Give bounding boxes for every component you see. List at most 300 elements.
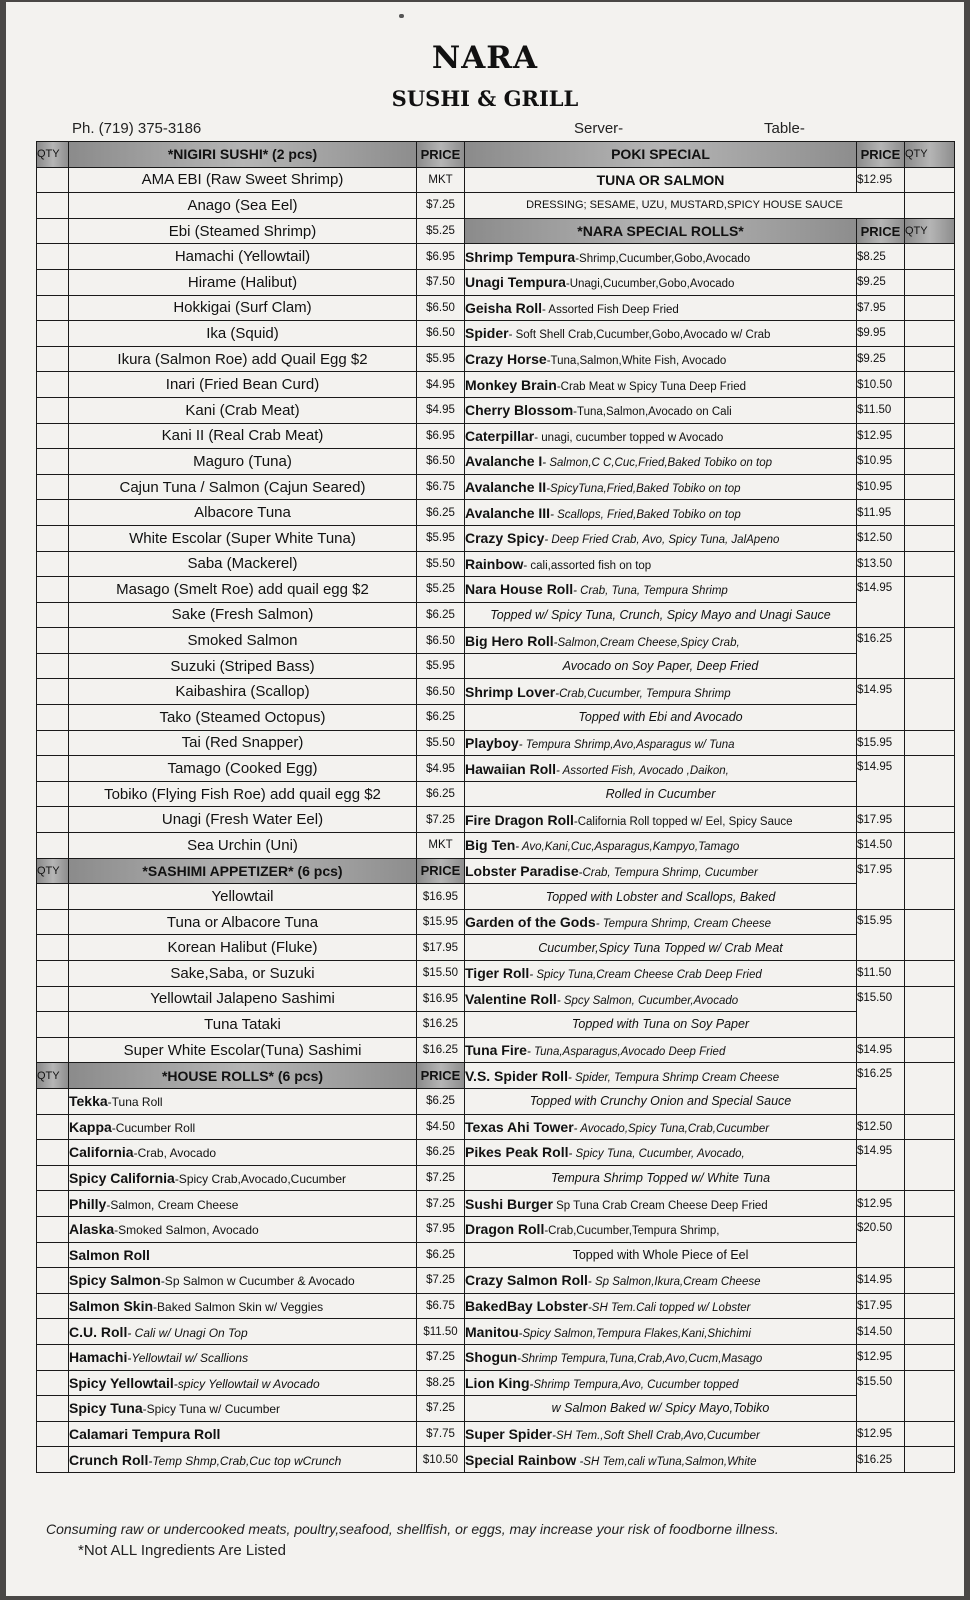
item-price: $12.95 [857, 423, 905, 449]
item-name: Spicy Yellowtail [69, 1374, 174, 1391]
item-description: - Spicy Tuna,Cream Cheese Crab Deep Fried [529, 969, 762, 982]
qty-cell[interactable] [905, 1421, 955, 1447]
item-description: - cali,assorted fish on top [523, 559, 652, 572]
qty-cell[interactable] [905, 474, 955, 500]
qty-cell[interactable] [905, 1063, 955, 1114]
menu-item-row [465, 1268, 955, 1294]
item-price: $7.25 [417, 807, 465, 833]
item-description: - Scallops, Fried,Baked Tobiko on top [550, 508, 741, 521]
qty-cell[interactable] [37, 628, 69, 654]
price-header: PRICE [417, 1063, 465, 1089]
qty-cell[interactable] [37, 525, 69, 551]
item-name: Spicy Tuna [69, 1400, 143, 1417]
item-price: $5.25 [417, 577, 465, 603]
qty-cell[interactable] [905, 269, 955, 295]
item-description: -SpicyTuna,Fried,Baked Tobiko on top [546, 483, 741, 496]
item-price: $13.50 [857, 551, 905, 577]
poki-row [465, 167, 955, 193]
item-name: Texas Ahi Tower [465, 1118, 574, 1135]
item-name: Philly [69, 1195, 107, 1212]
qty-cell[interactable] [37, 1216, 69, 1242]
item-name: C.U. Roll [69, 1323, 128, 1340]
item-price: $6.50 [417, 628, 465, 654]
menu-item-row [37, 833, 465, 859]
menu-item-row [465, 577, 955, 603]
item-price: $15.50 [857, 1370, 905, 1421]
item-name: Rainbow [465, 555, 524, 572]
menu-item-row [37, 449, 465, 475]
qty-cell[interactable] [37, 705, 69, 731]
item-name: Shogun [465, 1349, 518, 1366]
menu-item-row [37, 551, 465, 577]
qty-cell[interactable] [905, 858, 955, 909]
qty-cell[interactable] [905, 1447, 955, 1473]
menu-item-row [37, 1396, 465, 1422]
qty-cell[interactable] [905, 756, 955, 807]
item-description: -Spicy Crab,Avocado,Cucumber [174, 1172, 346, 1187]
item-cell [465, 1268, 857, 1294]
item-price: $6.50 [417, 321, 465, 347]
item-name: Nara House Roll [465, 581, 574, 598]
qty-cell[interactable] [905, 321, 955, 347]
qty-cell[interactable] [905, 244, 955, 270]
qty-cell[interactable] [905, 909, 955, 960]
menu-item-row [37, 909, 465, 935]
item-name: Kappa [69, 1118, 112, 1135]
qty-cell[interactable] [37, 218, 69, 244]
qty-cell[interactable] [37, 1012, 69, 1038]
item-name: Salmon Roll [69, 1246, 150, 1263]
qty-cell[interactable] [37, 551, 69, 577]
item-price: $10.95 [857, 449, 905, 475]
item-description-continued: Topped with Crunchy Onion and Special Sauce [465, 1088, 857, 1114]
item-description-continued: Topped with Lobster and Scallops, Baked [465, 884, 857, 910]
item-description: - Soft Shell Crab,Cucumber,Gobo,Avocado w/ Crab [508, 329, 771, 342]
qty-cell[interactable] [905, 1319, 955, 1345]
menu-item-row [465, 397, 955, 423]
menu-item-row [37, 653, 465, 679]
item-description: -Crab Meat w Spicy Tuna Deep Fried [556, 380, 747, 393]
item-description: -Shrimp Tempura,Avo, Cucumber topped [529, 1378, 739, 1391]
item-cell [69, 1319, 417, 1345]
item-price: $15.50 [417, 961, 465, 987]
item-name: Maguro (Tuna) [69, 449, 417, 475]
paper-mark [399, 14, 404, 18]
qty-cell[interactable] [37, 884, 69, 910]
qty-cell[interactable] [37, 1370, 69, 1396]
qty-cell[interactable] [37, 1293, 69, 1319]
item-name: Masago (Smelt Roe) add quail egg $2 [69, 577, 417, 603]
item-price: $6.75 [417, 1293, 465, 1319]
qty-cell[interactable] [37, 1268, 69, 1294]
item-name: Yellowtail [69, 884, 417, 910]
item-name: Albacore Tuna [69, 500, 417, 526]
item-cell [465, 321, 857, 347]
menu-sheet [6, 2, 964, 1596]
section-header-row [465, 218, 955, 244]
item-name: Ika (Squid) [69, 321, 417, 347]
menu-item-row [37, 1165, 465, 1191]
item-description-continued: Topped with Tuna on Soy Paper [465, 1012, 857, 1038]
menu-item-row [465, 295, 955, 321]
qty-cell[interactable] [37, 1447, 69, 1473]
menu-item-row [465, 961, 955, 987]
restaurant-name: NARA [431, 40, 539, 76]
qty-cell[interactable] [905, 1037, 955, 1063]
qty-cell[interactable] [37, 295, 69, 321]
qty-cell[interactable] [905, 1216, 955, 1267]
item-cell [69, 1114, 417, 1140]
item-price: $15.95 [857, 909, 905, 960]
item-name: Suzuki (Striped Bass) [69, 653, 417, 679]
qty-cell[interactable] [37, 730, 69, 756]
item-name: Big Hero Roll [465, 632, 554, 649]
menu-item-row [37, 602, 465, 628]
item-name: Spicy California [69, 1170, 175, 1187]
item-cell [69, 1447, 417, 1473]
menu-item-row [37, 474, 465, 500]
item-name: Sake,Saba, or Suzuki [69, 961, 417, 987]
qty-cell[interactable] [37, 193, 69, 219]
qty-cell[interactable] [37, 423, 69, 449]
item-name: Alaska [69, 1221, 115, 1238]
qty-cell[interactable] [37, 1421, 69, 1447]
item-cell [465, 909, 857, 935]
item-cell [69, 1421, 417, 1447]
menu-item-row [465, 1114, 955, 1140]
qty-cell[interactable] [905, 833, 955, 859]
item-cell [465, 679, 857, 705]
qty-cell[interactable] [905, 730, 955, 756]
item-description: - unagi, cucumber topped w Avocado [534, 431, 724, 444]
menu-item-row [37, 244, 465, 270]
qty-header: QTY [37, 1063, 69, 1089]
item-price: $12.50 [857, 525, 905, 551]
item-description: - Assorted Fish, Avocado ,Daikon, [556, 764, 729, 777]
item-price: $6.50 [417, 295, 465, 321]
menu-item-row [465, 1037, 955, 1063]
section-title: *SASHIMI APPETIZER* (6 pcs) [69, 858, 417, 884]
qty-cell[interactable] [37, 1114, 69, 1140]
menu-item-row [37, 884, 465, 910]
item-price: MKT [417, 167, 465, 193]
section-header-row [37, 858, 465, 884]
item-cell [465, 372, 857, 398]
item-description: - Crab, Tuna, Tempura Shrimp [573, 585, 728, 598]
item-name: V.S. Spider Roll [465, 1067, 568, 1084]
item-price: $6.50 [417, 449, 465, 475]
menu-item-row [37, 577, 465, 603]
item-name: Pikes Peak Roll [465, 1144, 569, 1161]
item-name: Unagi Tempura [465, 274, 566, 291]
item-cell [465, 1447, 857, 1473]
item-price: $16.95 [417, 884, 465, 910]
item-price: $20.50 [857, 1216, 905, 1267]
item-description: -Crab,Cucumber,Tempura Shrimp, [544, 1225, 720, 1238]
item-name: Sake (Fresh Salmon) [69, 602, 417, 628]
qty-cell[interactable] [37, 1140, 69, 1166]
qty-cell[interactable] [905, 807, 955, 833]
qty-cell[interactable] [905, 577, 955, 628]
item-cell [465, 500, 857, 526]
item-price: $5.95 [417, 653, 465, 679]
qty-cell[interactable] [905, 986, 955, 1037]
item-price: $16.25 [417, 1012, 465, 1038]
qty-cell[interactable] [905, 372, 955, 398]
qty-cell[interactable] [905, 1140, 955, 1191]
menu-item-row [37, 1268, 465, 1294]
qty-cell[interactable] [905, 449, 955, 475]
item-price: $11.50 [857, 961, 905, 987]
item-price: $16.25 [857, 628, 905, 679]
item-name: Hamachi (Yellowtail) [69, 244, 417, 270]
qty-header: QTY [905, 142, 955, 168]
item-name: AMA EBI (Raw Sweet Shrimp) [69, 167, 417, 193]
qty-cell[interactable] [37, 500, 69, 526]
qty-cell[interactable] [905, 397, 955, 423]
qty-cell[interactable] [905, 346, 955, 372]
item-price: $7.25 [417, 1191, 465, 1217]
menu-item-row [465, 1447, 955, 1473]
item-name: Spicy Salmon [69, 1272, 161, 1289]
item-price: $17.95 [857, 858, 905, 909]
item-cell [69, 1293, 417, 1319]
poki-name: TUNA OR SALMON [465, 167, 857, 193]
restaurant-subtitle: SUSHI & GRILL [391, 86, 579, 111]
item-price: $12.95 [857, 1191, 905, 1217]
item-price: $15.50 [857, 986, 905, 1037]
item-cell [465, 1319, 857, 1345]
qty-cell[interactable] [37, 1396, 69, 1422]
qty-cell[interactable] [37, 1344, 69, 1370]
item-price: $14.95 [857, 679, 905, 730]
qty-cell[interactable] [37, 961, 69, 987]
item-price: $6.25 [417, 1088, 465, 1114]
menu-item-row [37, 423, 465, 449]
qty-cell[interactable] [37, 244, 69, 270]
item-price: $6.25 [417, 1242, 465, 1268]
item-cell [465, 423, 857, 449]
qty-header: QTY [905, 218, 955, 244]
item-name: Kaibashira (Scallop) [69, 679, 417, 705]
item-cell [69, 1268, 417, 1294]
qty-cell[interactable] [37, 679, 69, 705]
menu-item-row [37, 1191, 465, 1217]
qty-header: QTY [37, 858, 69, 884]
item-name: Geisha Roll [465, 299, 543, 316]
menu-item-row [465, 1140, 955, 1166]
menu-item-row [37, 756, 465, 782]
item-name: Tai (Red Snapper) [69, 730, 417, 756]
menu-item-row [465, 321, 955, 347]
item-cell [465, 858, 857, 884]
item-price: $6.25 [417, 705, 465, 731]
phone-number: Ph. (719) 375-3186 [72, 120, 202, 137]
item-cell [465, 1191, 857, 1217]
item-name: Crazy Spicy [465, 530, 545, 547]
price-header: PRICE [857, 142, 905, 168]
item-cell [465, 397, 857, 423]
item-description: - Tuna,Asparagus,Avocado Deep Fried [526, 1046, 726, 1059]
item-description: -Spicy Salmon,Tempura Flakes,Kani,Shichimi [518, 1327, 751, 1340]
qty-cell[interactable] [905, 1370, 955, 1421]
qty-cell[interactable] [37, 372, 69, 398]
item-description: -SH Tem.,Soft Shell Crab,Avo,Cucumber [552, 1429, 760, 1442]
qty-cell[interactable] [37, 346, 69, 372]
item-price: $6.25 [417, 602, 465, 628]
item-name: Avalanche III [465, 504, 551, 521]
item-price: $7.95 [417, 1216, 465, 1242]
item-price: $14.95 [857, 1037, 905, 1063]
section-title: *NARA SPECIAL ROLLS* [465, 218, 857, 244]
qty-cell[interactable] [37, 756, 69, 782]
qty-cell[interactable] [37, 1319, 69, 1345]
item-name: Tako (Steamed Octopus) [69, 705, 417, 731]
section-title: *HOUSE ROLLS* (6 pcs) [69, 1063, 417, 1089]
menu-item-row [465, 525, 955, 551]
item-description: -Tuna,Salmon,Avocado on Cali [573, 406, 732, 419]
menu-item-row [37, 1344, 465, 1370]
qty-cell[interactable] [37, 1242, 69, 1268]
qty-cell[interactable] [37, 269, 69, 295]
item-name: Kani II (Real Crab Meat) [69, 423, 417, 449]
ingredients-note: *Not ALL Ingredients Are Listed [78, 1542, 286, 1559]
item-price: $5.50 [417, 551, 465, 577]
qty-cell[interactable] [37, 449, 69, 475]
menu-item-row [465, 244, 955, 270]
qty-cell[interactable] [37, 1165, 69, 1191]
qty-cell[interactable] [37, 167, 69, 193]
menu-item-row [465, 909, 955, 935]
item-price: $14.50 [857, 833, 905, 859]
item-name: Tiger Roll [465, 965, 530, 982]
qty-cell[interactable] [905, 167, 955, 193]
item-cell [465, 1421, 857, 1447]
qty-cell[interactable] [905, 961, 955, 987]
item-description: -Salmon, Cream Cheese [106, 1197, 239, 1212]
item-description: -Tuna Roll [107, 1095, 163, 1110]
item-cell [465, 577, 857, 603]
qty-cell[interactable] [37, 807, 69, 833]
qty-cell[interactable] [37, 1088, 69, 1114]
item-description-continued: Tempura Shrimp Topped w/ White Tuna [465, 1165, 857, 1191]
item-description: -Crab, Avocado [133, 1146, 217, 1161]
menu-item-row [37, 1037, 465, 1063]
item-price: $4.95 [417, 756, 465, 782]
item-price: $10.50 [857, 372, 905, 398]
qty-cell[interactable] [905, 628, 955, 679]
item-name: Hirame (Halibut) [69, 269, 417, 295]
item-price: $14.50 [857, 1319, 905, 1345]
item-price: $16.25 [857, 1063, 905, 1114]
item-price: $6.25 [417, 781, 465, 807]
qty-cell[interactable] [37, 986, 69, 1012]
item-description: -Sp Salmon w Cucumber & Avocado [160, 1274, 355, 1289]
item-price: $6.25 [417, 500, 465, 526]
item-name: Tobiko (Flying Fish Roe) add quail egg $2 [69, 781, 417, 807]
item-description: -SH Tem.Cali topped w/ Lobster [587, 1302, 751, 1315]
menu-item-row [465, 449, 955, 475]
qty-cell[interactable] [37, 602, 69, 628]
item-description: - Cali w/ Unagi On Top [127, 1325, 248, 1340]
item-price: $15.95 [857, 730, 905, 756]
item-price: $9.25 [857, 346, 905, 372]
item-description-continued: Topped w/ Spicy Tuna, Crunch, Spicy Mayo and Unagi Sauce [465, 602, 857, 628]
item-cell [69, 1216, 417, 1242]
qty-cell[interactable] [37, 474, 69, 500]
qty-cell[interactable] [905, 1344, 955, 1370]
item-name: Inari (Fried Bean Curd) [69, 372, 417, 398]
qty-cell[interactable] [905, 1191, 955, 1217]
item-price: $4.95 [417, 397, 465, 423]
item-name: Smoked Salmon [69, 628, 417, 654]
qty-cell[interactable] [905, 295, 955, 321]
qty-cell[interactable] [905, 1268, 955, 1294]
section-title: POKI SPECIAL [465, 142, 857, 168]
item-cell [465, 551, 857, 577]
item-description: -Spicy Tuna w/ Cucumber [142, 1402, 281, 1417]
menu-item-row [465, 807, 955, 833]
item-price: $6.75 [417, 474, 465, 500]
item-price: $7.75 [417, 1421, 465, 1447]
qty-cell[interactable] [905, 551, 955, 577]
qty-cell[interactable] [37, 935, 69, 961]
qty-cell[interactable] [37, 1191, 69, 1217]
menu-item-row [37, 269, 465, 295]
item-price: $16.25 [417, 1037, 465, 1063]
item-price: $7.25 [417, 1344, 465, 1370]
menu-item-row [37, 193, 465, 219]
menu-item-row [37, 1216, 465, 1242]
item-price: $11.95 [857, 500, 905, 526]
item-name: Super White Escolar(Tuna) Sashimi [69, 1037, 417, 1063]
qty-cell[interactable] [37, 397, 69, 423]
menu-item-row [37, 397, 465, 423]
qty-cell[interactable] [905, 525, 955, 551]
item-description: -Crab, Tempura Shrimp, Cucumber [578, 866, 758, 879]
menu-item-row [37, 935, 465, 961]
qty-cell[interactable] [905, 1293, 955, 1319]
item-price: $14.95 [857, 756, 905, 807]
left-menu-table [36, 141, 465, 1473]
qty-cell[interactable] [37, 321, 69, 347]
item-description: -California Roll topped w/ Eel, Spicy Sauce [573, 815, 793, 828]
qty-cell[interactable] [37, 833, 69, 859]
qty-cell[interactable] [905, 500, 955, 526]
menu-item-row [37, 986, 465, 1012]
qty-cell[interactable] [37, 577, 69, 603]
menu-item-row [37, 705, 465, 731]
item-name: Cajun Tuna / Salmon (Cajun Seared) [69, 474, 417, 500]
item-price: $8.25 [417, 1370, 465, 1396]
qty-cell[interactable] [37, 909, 69, 935]
qty-cell[interactable] [905, 1114, 955, 1140]
qty-cell[interactable] [37, 781, 69, 807]
qty-cell[interactable] [37, 1037, 69, 1063]
qty-cell[interactable] [905, 679, 955, 730]
menu-item-row [465, 474, 955, 500]
qty-cell[interactable] [905, 193, 955, 219]
item-name: Tuna or Albacore Tuna [69, 909, 417, 935]
qty-cell[interactable] [37, 653, 69, 679]
section-header-row [37, 1063, 465, 1089]
item-cell [465, 756, 857, 782]
qty-cell[interactable] [905, 423, 955, 449]
item-cell [465, 1114, 857, 1140]
menu-item-row [465, 756, 955, 782]
item-cell [465, 1063, 857, 1089]
item-description: -Unagi,Cucumber,Gobo,Avocado [565, 278, 735, 291]
